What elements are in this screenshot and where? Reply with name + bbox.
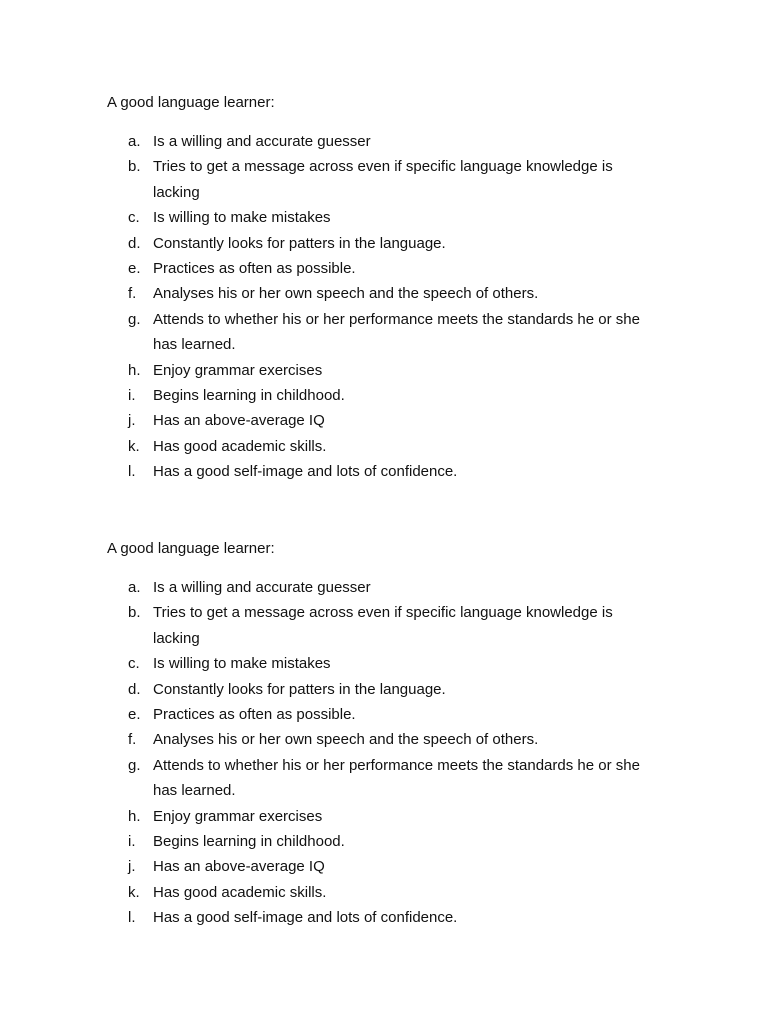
list-marker: b. [128, 604, 141, 622]
list-item [107, 383, 667, 408]
list-marker: c. [128, 655, 140, 673]
list-item [107, 307, 667, 358]
section-heading: A good language learner: [107, 94, 275, 111]
list-item-text: Is a willing and accurate guesser [153, 133, 371, 150]
list-marker: h. [128, 361, 141, 379]
list-item-text: Enjoy grammar exercises [153, 807, 323, 825]
list-item [107, 727, 667, 752]
list-marker: d. [128, 234, 141, 252]
list-item-text: Has good academic skills. [153, 437, 327, 455]
list-item [107, 753, 667, 804]
list-marker: i. [128, 833, 136, 851]
list-item [107, 129, 667, 154]
list-item-text: Has an above-average IQ [153, 412, 325, 430]
list-item-text: Constantly looks for patters in the language. [153, 680, 446, 698]
list-item-text: Has good academic skills. [153, 883, 327, 901]
list-item [107, 434, 667, 459]
learner-list-section-2 [107, 538, 667, 931]
list-item-text: Begins learning in childhood. [153, 833, 345, 851]
list-marker: g. [128, 756, 141, 774]
section-heading: A good language learner: [107, 540, 275, 557]
list-marker: h. [128, 807, 141, 825]
list-marker: l. [128, 909, 136, 927]
list-item [107, 804, 667, 829]
learner-list-section-1 [107, 92, 667, 485]
list-marker: f. [128, 285, 137, 303]
list-item [107, 231, 667, 256]
learner-traits-list [107, 575, 667, 931]
list-marker: k. [128, 437, 140, 455]
list-item [107, 205, 667, 230]
list-item-text: Practices as often as possible. [153, 706, 356, 724]
list-item [107, 905, 667, 930]
list-marker: d. [128, 680, 141, 698]
list-marker: a. [128, 133, 141, 150]
list-item [107, 854, 667, 879]
list-item [107, 651, 667, 676]
list-item-text: Enjoy grammar exercises [153, 361, 323, 379]
list-marker: j. [128, 858, 136, 876]
list-item [107, 256, 667, 281]
list-item-text: Analyses his or her own speech and the speech of others. [153, 285, 539, 303]
list-marker: k. [128, 883, 140, 901]
list-marker: g. [128, 310, 141, 328]
list-item-text: Attends to whether his or her performance meets the standards he or she has learned. [153, 756, 640, 800]
list-marker: j. [128, 412, 136, 430]
list-item-text: Has an above-average IQ [153, 858, 325, 876]
list-item [107, 702, 667, 727]
list-item-text: Practices as often as possible. [153, 260, 356, 278]
list-item-text: Tries to get a message across even if specific language knowledge is lacking [153, 158, 613, 201]
list-item-text: Analyses his or her own speech and the speech of others. [153, 731, 539, 749]
list-item-text: Constantly looks for patters in the language. [153, 234, 446, 252]
list-marker: l. [128, 463, 136, 481]
list-marker: b. [128, 158, 141, 176]
list-item [107, 600, 667, 651]
list-item [107, 677, 667, 702]
list-item [107, 880, 667, 905]
list-marker: e. [128, 706, 141, 724]
list-item-text: Is willing to make mistakes [153, 209, 331, 227]
list-item [107, 459, 667, 484]
list-item-text: Has a good self-image and lots of confidence. [153, 909, 458, 927]
list-marker: c. [128, 209, 140, 227]
list-item [107, 829, 667, 854]
list-marker: f. [128, 731, 137, 749]
list-marker: a. [128, 579, 141, 596]
list-item-text: Tries to get a message across even if specific language knowledge is lacking [153, 604, 613, 647]
list-item [107, 358, 667, 383]
list-item-text: Begins learning in childhood. [153, 387, 345, 405]
list-item-text: Is a willing and accurate guesser [153, 579, 371, 596]
learner-traits-list [107, 129, 667, 485]
list-item-text: Is willing to make mistakes [153, 655, 331, 673]
list-item [107, 575, 667, 600]
list-item [107, 154, 667, 205]
list-item [107, 281, 667, 306]
list-item [107, 408, 667, 433]
list-item-text: Has a good self-image and lots of confidence. [153, 463, 458, 481]
list-marker: i. [128, 387, 136, 405]
list-item-text: Attends to whether his or her performance meets the standards he or she has learned. [153, 310, 640, 354]
list-marker: e. [128, 260, 141, 278]
